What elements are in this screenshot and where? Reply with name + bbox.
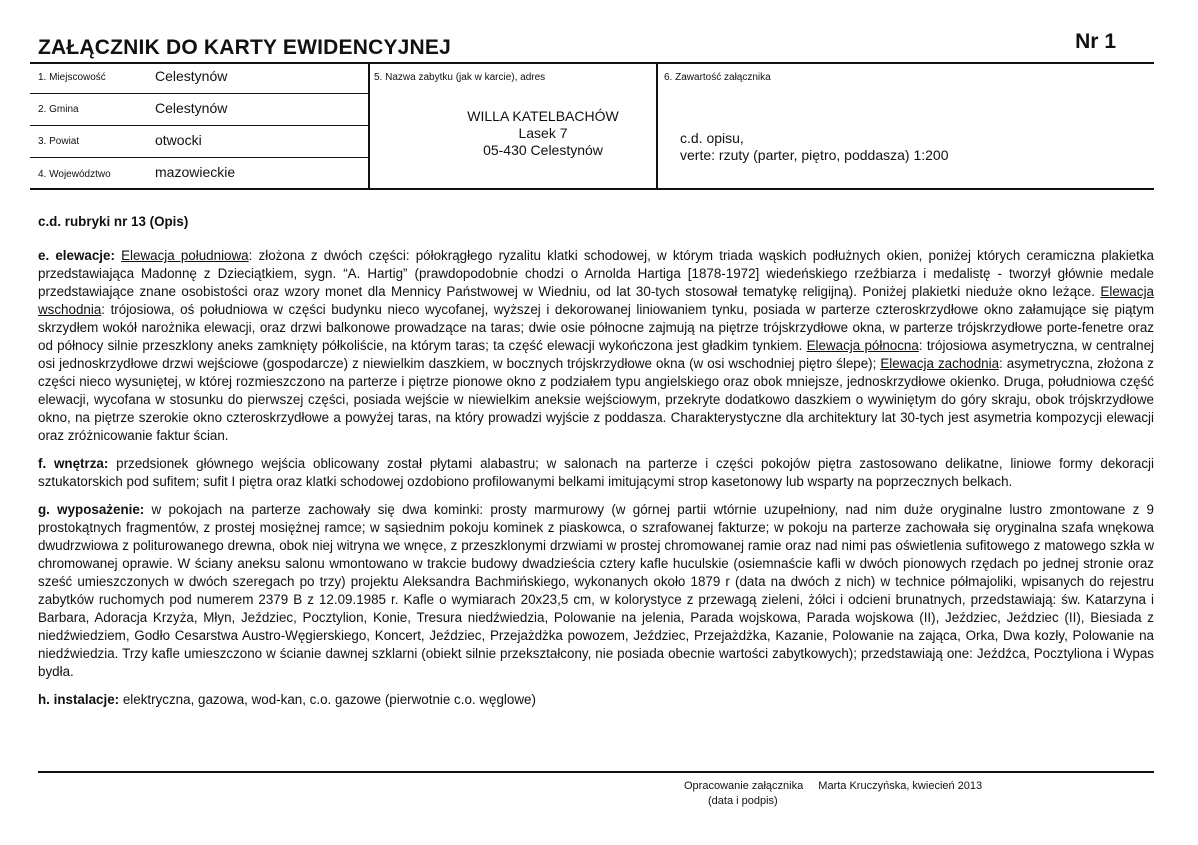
elewacja-poludniowa-label: Elewacja południowa	[121, 248, 249, 263]
powiat-value: otwocki	[155, 132, 202, 148]
nazwa-block	[400, 108, 686, 159]
row-divider-1	[30, 93, 368, 94]
wojewodztwo-value: mazowieckie	[155, 164, 236, 180]
nazwa-line-1: WILLA KATELBACHÓW	[467, 108, 619, 124]
footer-label-preparation: Opracowanie załącznika	[684, 780, 804, 792]
section-h-text: elektryczna, gazowa, wod-kan, c.o. gazowe (pierwotnie c.o. węglowe)	[119, 692, 536, 707]
nazwa-label: 5. Nazwa zabytku (jak w karcie), adres	[374, 72, 546, 83]
section-title: c.d. rubryki nr 13 (Opis)	[38, 214, 189, 229]
elewacja-zachodnia-label: Elewacja zachodnia	[880, 356, 1000, 371]
zawartosc-line-1: c.d. opisu,	[680, 130, 744, 146]
row-divider-2	[30, 125, 368, 126]
table-top-border	[30, 62, 1154, 64]
section-f	[38, 455, 1154, 491]
section-g-text: w pokojach na parterze zachowały się dwa kominki: prosty marmurowy (w górnej partii wtórnie uzupełniony, nad nim duże oryginalne lustro zmontowane z 9 prostokątnych fragmentów, z prostej mosiężnej ramce; w sąsiednim pokoju kominek z piaskowca, o szrafowanej fakturze; w pokoju na parterze zachowała się oryginalna szafa wnękowa dwudrzwiowa z politurowanego drewna, obok niej witryna we wnęce, z przeszklonymi drzwiami w prostej chromowanej ramie oraz nad nimi pas oświetlenia sufitowego z matowego szkła w chromowanej oprawie. W ściany aneksu salonu wmontowano w trakcie budowy dwadzieścia cztery kafle huculskie (osiemnaście kafli w dwóch pionowych rzędach po jednej stronie oraz sześć umieszczonych w dwóch szeregach po trzy) projektu Aleksandra Bachmińskiego, wykonanych około 1879 r (data na dwóch z nich) w technice półmajoliki, wpisanych do rejestru zabytków ruchomych pod numerem 2379 B z 12.09.1985 r. Kafle o wymiarach 20x23,5 cm, w kolorystyce z przewagą zieleni, żółci i odcieni brunatnych, przedstawiają: św. Katarzyna i Barbara, Adoracja Krzyża, Młyn, Jeździec, Pocztylion, Konie, Tresura niedźwiedzia, Polowanie na jelenia, Parada wojskowa, Parada wojskowa (II), Jeździec, Jeździec (II), Biesiada z niedźwiedziem, Godło Cesarstwa Austro-Węgierskiego, Koncert, Jeździec, Przejażdżka powozem, Jeździec, Przejażdżka, Kazanie, Polowanie na zająca, Orka, Dwa kozły, Polowanie na niedźwiedzia. Trzy kafle umieszczono w ścianie dawnej szklarni (obiekt silnie przekształcony, nie posiada obecnie wartości zabytkowych); przedstawiają one: Jeźdźca, Pocztyliona i Wypas bydła.	[38, 502, 1154, 679]
section-f-heading: f. wnętrza:	[38, 456, 109, 471]
section-h	[38, 691, 1154, 709]
footer-rule	[38, 771, 1154, 773]
section-f-text: przedsionek głównego wejścia oblicowany został płytami alabastru; w salonach na parterze i części pokojów piętra zastosowano delikatne, liniowe formy dekoracji sztukatorskich pod sufitem; sufit I piętra oraz klatki schodowej ozdobiono profilowanymi belkami imitującymi strop kasetonowy lub wsparty na poprzecznych belkach.	[38, 456, 1154, 489]
section-h-heading: h. instalacje:	[38, 692, 120, 707]
section-g-heading: g. wyposażenie:	[38, 502, 145, 517]
elewacja-poludniowa-text: : złożona z dwóch części: półokrągłego ryzalitu klatki schodowej, w którym triada wąskich podłużnych okien, poniżej których ceramiczna plakietka przedstawiająca Madonnę z Dzieciątkiem, sygn. “A. Hartig” (prawdopodobnie chodzi o Arnolda Hartiga [1878-1972] wiedeńskiego rzeźbiarza i medalistę - tworzył głównie medale przedstawiające znane osobistości oraz wzory monet dla Mennicy Państwowej w Wiedniu, od lat 30-tych stosował tematykę religijną). Poniżej plakietki nieduże okno leżące.	[38, 248, 1154, 299]
footer-author: Marta Kruczyńska, kwiecień 2013	[818, 780, 983, 792]
document-number: Nr 1	[1075, 30, 1116, 53]
gmina-value: Celestynów	[155, 100, 228, 116]
footer-label-date: (data i podpis)	[708, 795, 778, 807]
footer-row	[684, 779, 982, 794]
elewacja-zachodnia-text: : asymetryczna, złożona z części nieco wysuniętej, w której rozmieszczono na parterze i piętrze pionowe okno z podziałem typu angielskiego oraz obok mniejsze, jednoskrzydłowe okienko. Druga, południowa część elewacji, wycofana w stosunku do pierwszej części, posiada wejście w niewielkim aneksie wejściowym, przekryte dodatkowo daszkiem o wywiniętym do góry skraju, obok trójskrzydłowe okno, na piętrze szerokie okno czteroskrzydłowe a powyżej taras, na który prowadzi wyjście z poddasza. Charakterystyczne dla architektury lat 30-tych jest asymetria kompozycji elewacji oraz zróżnicowanie faktur ścian.	[38, 356, 1155, 443]
document-title: ZAŁĄCZNIK DO KARTY EWIDENCYJNEJ	[38, 36, 452, 59]
zawartosc-block	[680, 130, 948, 164]
section-e-heading: e. elewacje:	[38, 248, 115, 263]
table-divider-1	[368, 62, 370, 190]
nazwa-line-2: Lasek 7	[518, 125, 568, 141]
nazwa-line-3: 05-430 Celestynów	[483, 142, 603, 158]
elewacja-polnocna-label: Elewacja północna	[806, 338, 919, 353]
page-header	[38, 30, 1154, 62]
section-e	[38, 247, 1154, 445]
row-divider-3	[30, 157, 368, 158]
info-table	[30, 62, 1154, 190]
zawartosc-label: 6. Zawartość załącznika	[664, 72, 771, 83]
powiat-label: 3. Powiat	[38, 136, 80, 147]
gmina-label: 2. Gmina	[38, 104, 79, 115]
table-bottom-border	[30, 188, 1154, 190]
footer	[684, 779, 982, 809]
section-g	[38, 501, 1154, 681]
elewacja-wschodnia-label: Elewacja wschodnia	[38, 284, 1154, 317]
elewacja-wschodnia-text: : trójosiowa, oś południowa w części budynku nieco wycofanej, wyższej i dekorowanej liniowaniem tynku, posiada w parterze czteroskrzydłowe okno załamujące się piątym skrzydłem wokół narożnika elewacji, oraz drzwi balkonowe prowadzące na taras; dwie osie północne zajmują na piętrze trójskrzydłowe okna, w parterze trójskrzydłowe porte-fenetre oraz od północy silnie przeszklony aneks zamknięty półkoliście, na którym taras; ta część elewacji wykończona jest gładkim tynkiem.	[38, 302, 1154, 353]
elewacja-polnocna-text: : trójosiowa asymetryczna, w centralnej osi jednoskrzydłowe drzwi wejściowe (gospodarcze) z niewielkim daszkiem, w bocznych trójskrzydłowe okna (w osi wschodniej piętro ślepe);	[38, 338, 1155, 371]
zawartosc-line-2: verte: rzuty (parter, piętro, poddasza) 1:200	[680, 147, 949, 163]
miejscowosc-value: Celestynów	[155, 68, 228, 84]
wojewodztwo-label: 4. Województwo	[38, 169, 111, 180]
miejscowosc-label: 1. Miejscowość	[38, 72, 106, 83]
